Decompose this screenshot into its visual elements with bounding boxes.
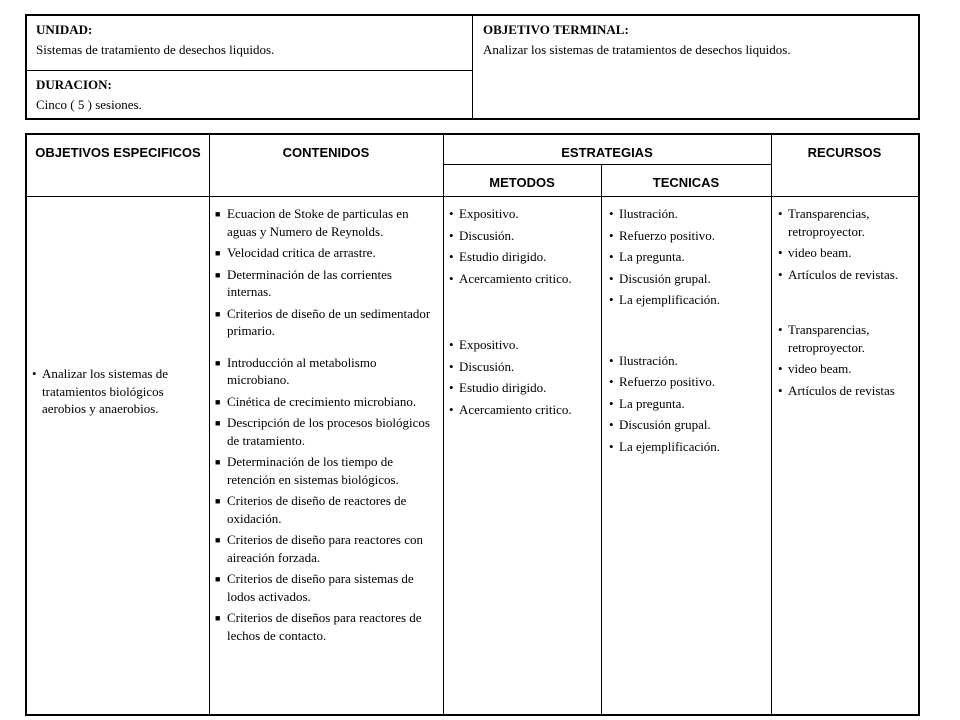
header-tecnicas: TECNICAS [652,175,720,190]
list-item [449,205,597,223]
square-bullet-icon: ■ [215,418,221,428]
contenido-text: Determinación de las corrientes internas. [227,266,392,299]
duracion-cell [36,75,142,115]
list-item [32,365,204,418]
bullet-icon: • [609,227,614,243]
recurso-text: video beam. [788,245,852,260]
list-item [449,227,597,245]
planning-table [25,133,920,716]
bullet-icon: • [609,249,614,264]
bullet-icon: • [449,358,454,374]
contenido-text: Criterios de diseño de un sedimentador primario. [227,305,431,338]
metodo-text: Acercamiento critico. [459,270,572,286]
unidad-value: Sistemas de tratamiento de desechos liquidos. [36,42,275,57]
bullet-icon: • [449,337,454,352]
recurso-text: Transparencias, retroproyector. [788,322,870,355]
bullet-icon: • [32,366,37,381]
tecnica-text: Refuerzo positivo. [619,227,716,243]
recurso-text: Artículos de revistas. [788,266,899,282]
metodo-text: Estudio dirigido. [459,249,547,264]
objetivo-terminal-cell [483,20,791,60]
list-item [609,205,767,223]
list-item [609,248,767,266]
tecnica-text: Ilustración. [619,352,678,368]
tecnica-text: Ilustración. [619,206,678,221]
list-item [449,401,597,419]
tecnica-text: La ejemplificación. [619,292,721,307]
list-item [215,492,437,527]
bullet-icon: • [609,395,614,411]
list-item [609,270,767,288]
bullet-icon: • [778,245,783,260]
objetivos-column [32,365,204,422]
contenido-text: Velocidad critica de arrastre. [227,245,376,260]
list-item [215,354,437,389]
list-item [609,373,767,391]
contenido-text: Criterios de diseño para reactores con aireación forzada. [227,532,424,565]
square-bullet-icon: ■ [215,396,221,407]
duracion-value: Cinco ( 5 ) sesiones. [36,97,142,112]
list-item [609,291,767,309]
square-bullet-icon: ■ [215,457,221,467]
list-item [778,266,914,284]
metodo-text: Expositivo. [459,337,519,352]
list-item [215,531,437,566]
metodo-text: Expositivo. [459,206,519,221]
recurso-text: Artículos de revistas [788,382,895,398]
bullet-icon: • [609,352,614,368]
metodo-text: Discusión. [459,358,515,374]
contenido-text: Criterios de diseños para reactores de lechos de contacto. [227,610,422,643]
contenido-text: Ecuacion de Stoke de particulas en aguas y Numero de Reynolds. [227,206,409,239]
header-contenidos: CONTENIDOS [282,145,370,160]
header-estrategias: ESTRATEGIAS [561,145,653,160]
list-item [609,227,767,245]
recurso-text: video beam. [788,361,852,376]
bullet-icon: • [449,380,454,395]
square-bullet-icon: ■ [215,248,221,258]
list-item [215,414,437,449]
list-item [609,438,767,456]
bullet-icon: • [778,361,783,376]
tecnica-text: La pregunta. [619,249,685,264]
unidad-cell [36,20,274,60]
objetivo-text: Analizar los sistemas de tratamientos biológicos aerobios y anaerobios. [42,366,168,416]
list-item [449,358,597,376]
contenido-text: Cinética de crecimiento microbiano. [227,393,417,409]
column-divider [443,135,444,714]
list-item [449,379,597,397]
duracion-title: DURACION: [36,77,112,92]
square-bullet-icon: ■ [215,535,221,545]
bullet-icon: • [609,374,614,389]
contenido-text: Descripción de los procesos biológicos de tratamiento. [227,415,430,448]
list-item [215,266,437,301]
header-recursos: RECURSOS [807,145,882,160]
tecnicas-column [609,205,767,459]
list-item [449,248,597,266]
list-item [449,336,597,354]
header-divider-horizontal [27,70,472,71]
header-divider-vertical [472,16,473,118]
bullet-icon: • [778,266,783,282]
metodos-column [449,205,597,422]
header-metodos: METODOS [489,175,555,190]
square-bullet-icon: ■ [215,613,221,623]
tecnica-text: La ejemplificación. [619,438,721,454]
contenidos-column [215,205,437,648]
tecnica-text: Discusión grupal. [619,270,711,286]
list-item [778,321,914,356]
column-divider [209,135,210,714]
recursos-column [778,205,914,403]
column-divider [601,164,602,714]
list-item [215,453,437,488]
objetivo-terminal-value: Analizar los sistemas de tratamientos de desechos liquidos. [483,42,791,57]
list-item [778,244,914,262]
square-bullet-icon: ■ [215,308,221,319]
metodo-text: Estudio dirigido. [459,380,547,395]
bullet-icon: • [449,206,454,221]
tecnica-text: Discusión grupal. [619,417,711,432]
list-item [778,205,914,240]
column-divider [771,135,772,714]
row-divider [443,164,771,165]
list-item [215,570,437,605]
list-item [215,305,437,340]
contenido-text: Criterios de diseño de reactores de oxidación. [227,493,407,526]
square-bullet-icon: ■ [215,209,221,219]
square-bullet-icon: ■ [215,574,221,584]
objetivo-terminal-title: OBJETIVO TERMINAL: [483,22,629,37]
bullet-icon: • [778,206,783,221]
contenido-text: Determinación de los tiempo de retención en sistemas biológicos. [227,454,399,487]
list-item [609,416,767,434]
bullet-icon: • [609,206,614,221]
list-item [778,382,914,400]
bullet-icon: • [449,270,454,286]
list-item [609,352,767,370]
bullet-icon: • [449,249,454,264]
bullet-icon: • [449,401,454,417]
recurso-text: Transparencias, retroproyector. [788,206,870,239]
row-divider [27,196,918,197]
bullet-icon: • [778,322,783,337]
bullet-icon: • [609,270,614,286]
list-item [215,393,437,411]
bullet-icon: • [449,227,454,243]
square-bullet-icon: ■ [215,496,221,506]
list-item [609,395,767,413]
list-item [215,609,437,644]
list-item [215,205,437,240]
contenido-text: Criterios de diseño para sistemas de lodos activados. [227,571,414,604]
square-bullet-icon: ■ [215,357,221,368]
bullet-icon: • [609,417,614,432]
tecnica-text: Refuerzo positivo. [619,374,716,389]
list-item [778,360,914,378]
list-item [215,244,437,262]
bullet-icon: • [778,382,783,398]
tecnica-text: La pregunta. [619,395,685,411]
metodo-text: Acercamiento critico. [459,401,572,417]
square-bullet-icon: ■ [215,269,221,280]
list-item [449,270,597,288]
metodo-text: Discusión. [459,227,515,243]
unidad-title: UNIDAD: [36,22,93,37]
header-objetivos: OBJETIVOS ESPECIFICOS [35,145,201,160]
bullet-icon: • [609,292,614,307]
course-header-box [25,14,920,120]
contenido-text: Introducción al metabolismo microbiano. [227,354,377,387]
bullet-icon: • [609,438,614,454]
